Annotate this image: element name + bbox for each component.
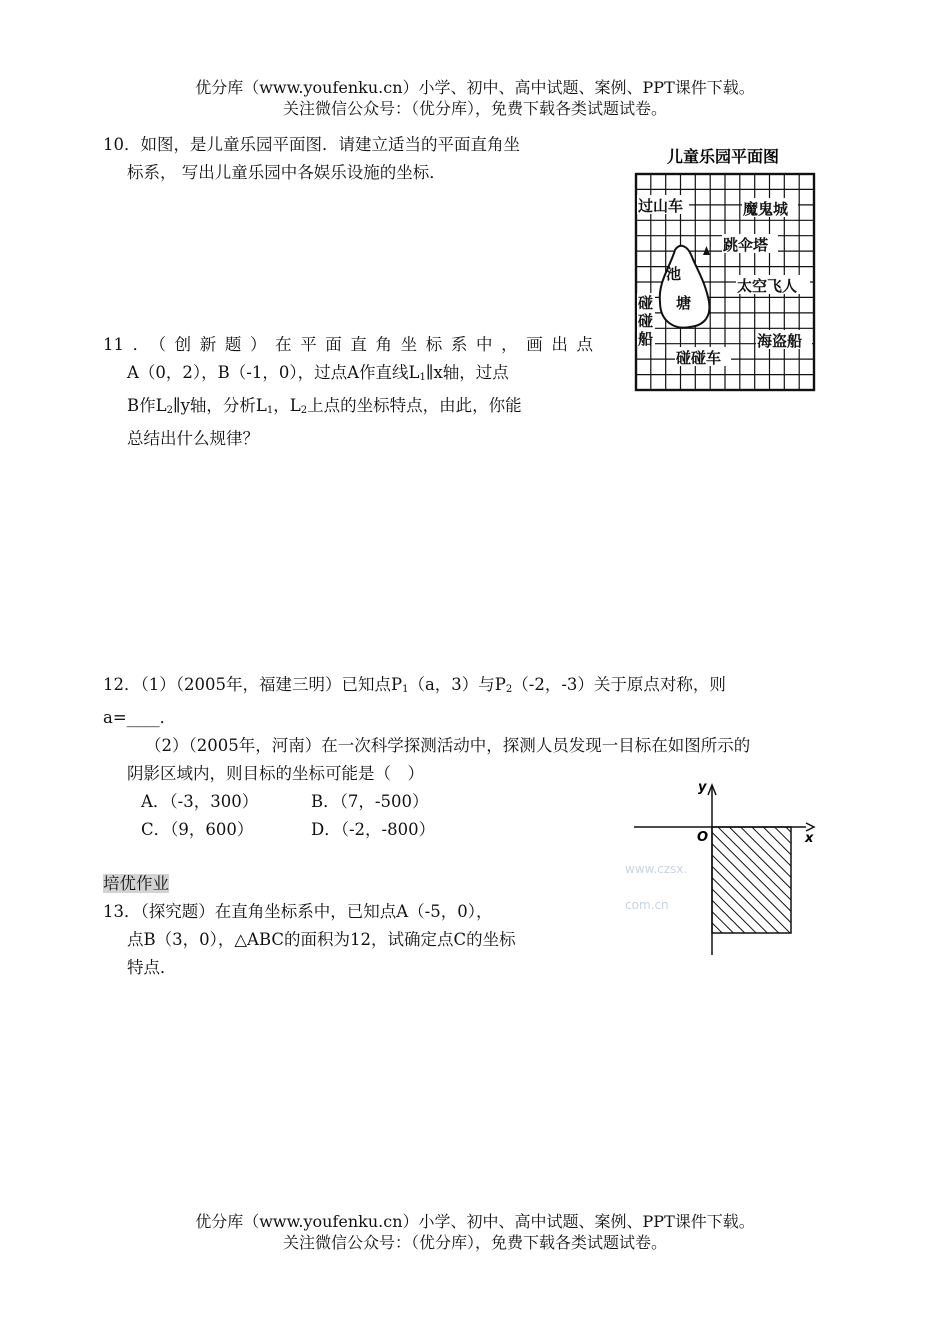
q12-sub: 2 [505, 684, 513, 695]
option-a: A．（-3，300） [141, 792, 259, 811]
x-axis-arrow [806, 823, 814, 831]
pond-outline [660, 246, 710, 328]
label-pond-1: 池 [666, 265, 682, 283]
q10-line-1: 10．如图，是儿童乐园平面图．请建立适当的平面直角坐 [103, 135, 520, 154]
option-d: D．（-2，-800） [311, 820, 436, 839]
q11-line-3-text: 上点的坐标特点，由此，你能 [307, 396, 522, 415]
q11-sub: 2 [166, 405, 173, 416]
label-bumper-car: 碰碰车 [676, 349, 722, 367]
label-pond-2: 塘 [676, 294, 692, 312]
footer [0, 1211, 950, 1253]
q12-line-1-text: 12．（1）（2005年，福建三明）已知点P [103, 675, 403, 694]
q11-line-4: 总结出什么规律？ [127, 429, 259, 448]
footer-line-1: 优分库（www.youfenku.cn）小学、初中、高中试题、案例、PPT课件下载。 [195, 1212, 755, 1231]
q11-line-2-end: ∥x轴，过点 [425, 363, 509, 382]
q11-line-3-text: ，L [273, 396, 301, 415]
label-roller-coaster: 过山车 [638, 197, 684, 215]
question-11 [103, 331, 593, 453]
section-title [103, 870, 169, 898]
q11-line-3-text: ∥y轴，分析L [172, 396, 267, 415]
q11-sub: 1 [266, 405, 274, 416]
q11-line-2-text: A（0，2），B（-1，0），过点A作直线L [127, 363, 420, 382]
section-title-text: 培优作业 [103, 874, 169, 893]
q12-part2-line-1: （2）（2005年，河南）在一次科学探测活动中，探测人员发现一目标在如图所示的 [145, 736, 751, 755]
label-pirate-ship: 海盗船 [757, 332, 803, 350]
option-b: B．（7，-500） [311, 792, 429, 811]
q11-sub: 2 [300, 405, 308, 416]
q13-line-3: 特点． [127, 958, 177, 977]
park-map-title: 儿童乐园平面图 [666, 147, 780, 166]
q12-line-1-text: （a，3）与P [408, 675, 506, 694]
shaded-region [712, 827, 791, 933]
q12-sub: 1 [402, 684, 409, 695]
q11-sub: 1 [419, 372, 426, 383]
footer-line-2: 关注微信公众号：（优分库），免费下载各类试题试卷。 [282, 1233, 667, 1252]
q11-line-2 [103, 359, 593, 392]
watermark-2: com.cn [625, 898, 669, 912]
q11-line-1: 11．（创新题）在平面直角坐标系中，画出点 [103, 335, 593, 354]
question-10 [103, 131, 603, 187]
label-drop-tower: 跳伞塔 [723, 236, 769, 254]
park-map-figure [630, 142, 820, 394]
question-13 [103, 898, 603, 982]
q10-line-2: 标系， 写出儿童乐园中各娱乐设施的坐标． [127, 163, 446, 182]
q13-line-1: 13．（探究题）在直角坐标系中，已知点A（-5，0）， [103, 902, 493, 921]
q11-line-3 [103, 392, 593, 425]
label-bumper-boat-2: 碰 [638, 312, 654, 330]
axes-figure [620, 775, 820, 965]
watermark-1: www.czsx. [625, 862, 688, 876]
option-c: C．（9，600） [141, 820, 254, 839]
label-space-flight: 太空飞人 [737, 277, 798, 295]
label-magic-castle: 魔鬼城 [743, 200, 789, 218]
q12-part2-line-2: 阴影区域内，则目标的坐标可能是（ ） [127, 764, 424, 783]
header [0, 77, 950, 119]
q13-line-2: 点B（3，0），△ABC的面积为12，试确定点C的坐标 [127, 930, 516, 949]
label-bumper-boat-1: 碰 [638, 294, 654, 312]
q11-line-3-text: B作L [127, 396, 167, 415]
label-bumper-boat-3: 船 [638, 330, 654, 348]
x-axis-label: x [805, 831, 814, 846]
header-line-2: 关注微信公众号：（优分库），免费下载各类试题试卷。 [282, 99, 667, 118]
y-axis-label: y [698, 780, 707, 795]
q12-line-1 [103, 671, 853, 704]
origin-label: O [697, 830, 709, 845]
q12-line-1-text: （-2，-3）关于原点对称，则 [512, 675, 726, 694]
header-line-1: 优分库（www.youfenku.cn）小学、初中、高中试题、案例、PPT课件下载。 [195, 78, 755, 97]
q12-line-2: a=____． [103, 708, 177, 727]
